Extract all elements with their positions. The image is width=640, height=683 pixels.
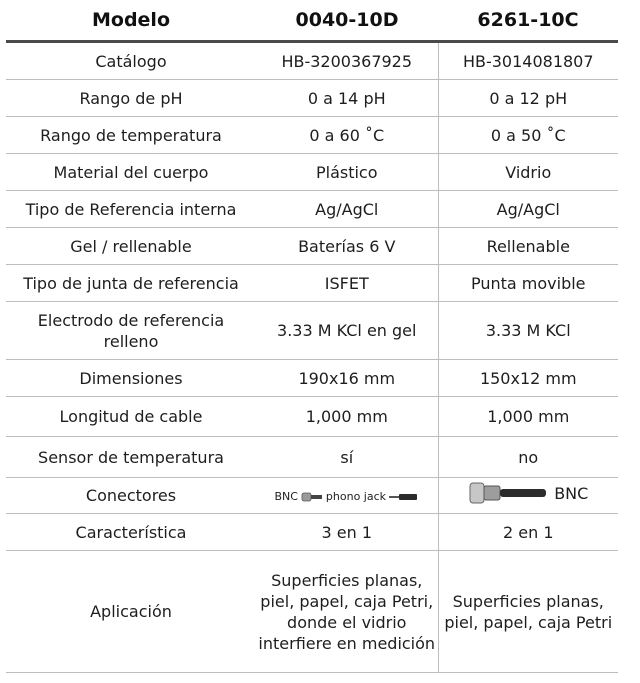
row-referencia-interna bbox=[6, 191, 618, 228]
row-label: Aplicación bbox=[6, 551, 256, 673]
row-label: Material del cuerpo bbox=[6, 154, 256, 191]
row-label: Catálogo bbox=[95, 51, 167, 71]
row-gel-rellenable bbox=[6, 228, 618, 265]
phono-jack-icon bbox=[389, 492, 419, 502]
row-label: Tipo de Referencia interna bbox=[6, 191, 256, 228]
value-a: Superficies planas, piel, papel, caja Petri, donde el vidrio interfiere en medición bbox=[256, 551, 438, 673]
value-b bbox=[438, 478, 618, 514]
row-catalogo bbox=[6, 42, 618, 80]
row-label: Longitud de cable bbox=[6, 397, 256, 437]
value-a: HB-3200367925 bbox=[281, 51, 413, 71]
row-electrodo-referencia bbox=[6, 302, 618, 360]
row-label: Característica bbox=[6, 514, 256, 551]
header-model-a: 0040-10D bbox=[256, 0, 438, 42]
value-a: sí bbox=[256, 437, 438, 478]
row-aplicacion bbox=[6, 551, 618, 673]
row-rango-temperatura bbox=[6, 117, 618, 154]
value-a: 3 en 1 bbox=[256, 514, 438, 551]
header-row bbox=[6, 0, 618, 42]
row-label: Rango de temperatura bbox=[6, 117, 256, 154]
comparison-table bbox=[6, 0, 618, 673]
value-a bbox=[256, 478, 438, 514]
row-longitud-cable bbox=[6, 397, 618, 437]
value-a: 0 a 14 pH bbox=[256, 80, 438, 117]
row-label: Electrodo de referencia relleno bbox=[6, 302, 256, 360]
value-b: Vidrio bbox=[438, 154, 618, 191]
value-b: 0 a 12 pH bbox=[438, 80, 618, 117]
value-a: 0 a 60 ˚C bbox=[256, 117, 438, 154]
bnc-label-b: BNC bbox=[554, 483, 589, 503]
value-a: 190x16 mm bbox=[256, 360, 438, 397]
row-label: Rango de pH bbox=[6, 80, 256, 117]
row-conectores bbox=[6, 478, 618, 514]
phono-jack-label: phono jack bbox=[325, 490, 387, 503]
row-caracteristica bbox=[6, 514, 618, 551]
value-b: Punta movible bbox=[438, 265, 618, 302]
value-b: no bbox=[438, 437, 618, 478]
value-a: 1,000 mm bbox=[256, 397, 438, 437]
row-sensor-temperatura bbox=[6, 437, 618, 478]
row-label: Gel / rellenable bbox=[6, 228, 256, 265]
row-material bbox=[6, 154, 618, 191]
value-b: 150x12 mm bbox=[438, 360, 618, 397]
value-a: Baterías 6 V bbox=[256, 228, 438, 265]
header-model: Modelo bbox=[6, 0, 256, 42]
bnc-label: BNC bbox=[274, 490, 298, 503]
header-model-b: 6261-10C bbox=[438, 0, 618, 42]
connectors-a bbox=[274, 486, 419, 507]
row-label: Dimensiones bbox=[6, 360, 256, 397]
row-label: Tipo de junta de referencia bbox=[6, 265, 256, 302]
bnc-connector-icon bbox=[468, 478, 548, 508]
value-b: Rellenable bbox=[438, 228, 618, 265]
value-b: 3.33 M KCl bbox=[438, 302, 618, 360]
value-b: 2 en 1 bbox=[438, 514, 618, 551]
row-rango-ph bbox=[6, 80, 618, 117]
value-b: 1,000 mm bbox=[438, 397, 618, 437]
value-b: 0 a 50 ˚C bbox=[438, 117, 618, 154]
value-b: HB-3014081807 bbox=[438, 42, 618, 80]
row-dimensiones bbox=[6, 360, 618, 397]
row-label: Conectores bbox=[6, 478, 256, 514]
row-label: Sensor de temperatura bbox=[6, 437, 256, 478]
value-b: Superficies planas, piel, papel, caja Petri bbox=[438, 551, 618, 673]
value-a: ISFET bbox=[256, 265, 438, 302]
value-a: Ag/AgCl bbox=[256, 191, 438, 228]
bnc-plug-icon bbox=[301, 491, 323, 503]
value-a: 3.33 M KCl en gel bbox=[256, 302, 438, 360]
value-b: Ag/AgCl bbox=[438, 191, 618, 228]
row-junta-referencia bbox=[6, 265, 618, 302]
value-a: Plástico bbox=[256, 154, 438, 191]
connector-b bbox=[468, 478, 588, 508]
